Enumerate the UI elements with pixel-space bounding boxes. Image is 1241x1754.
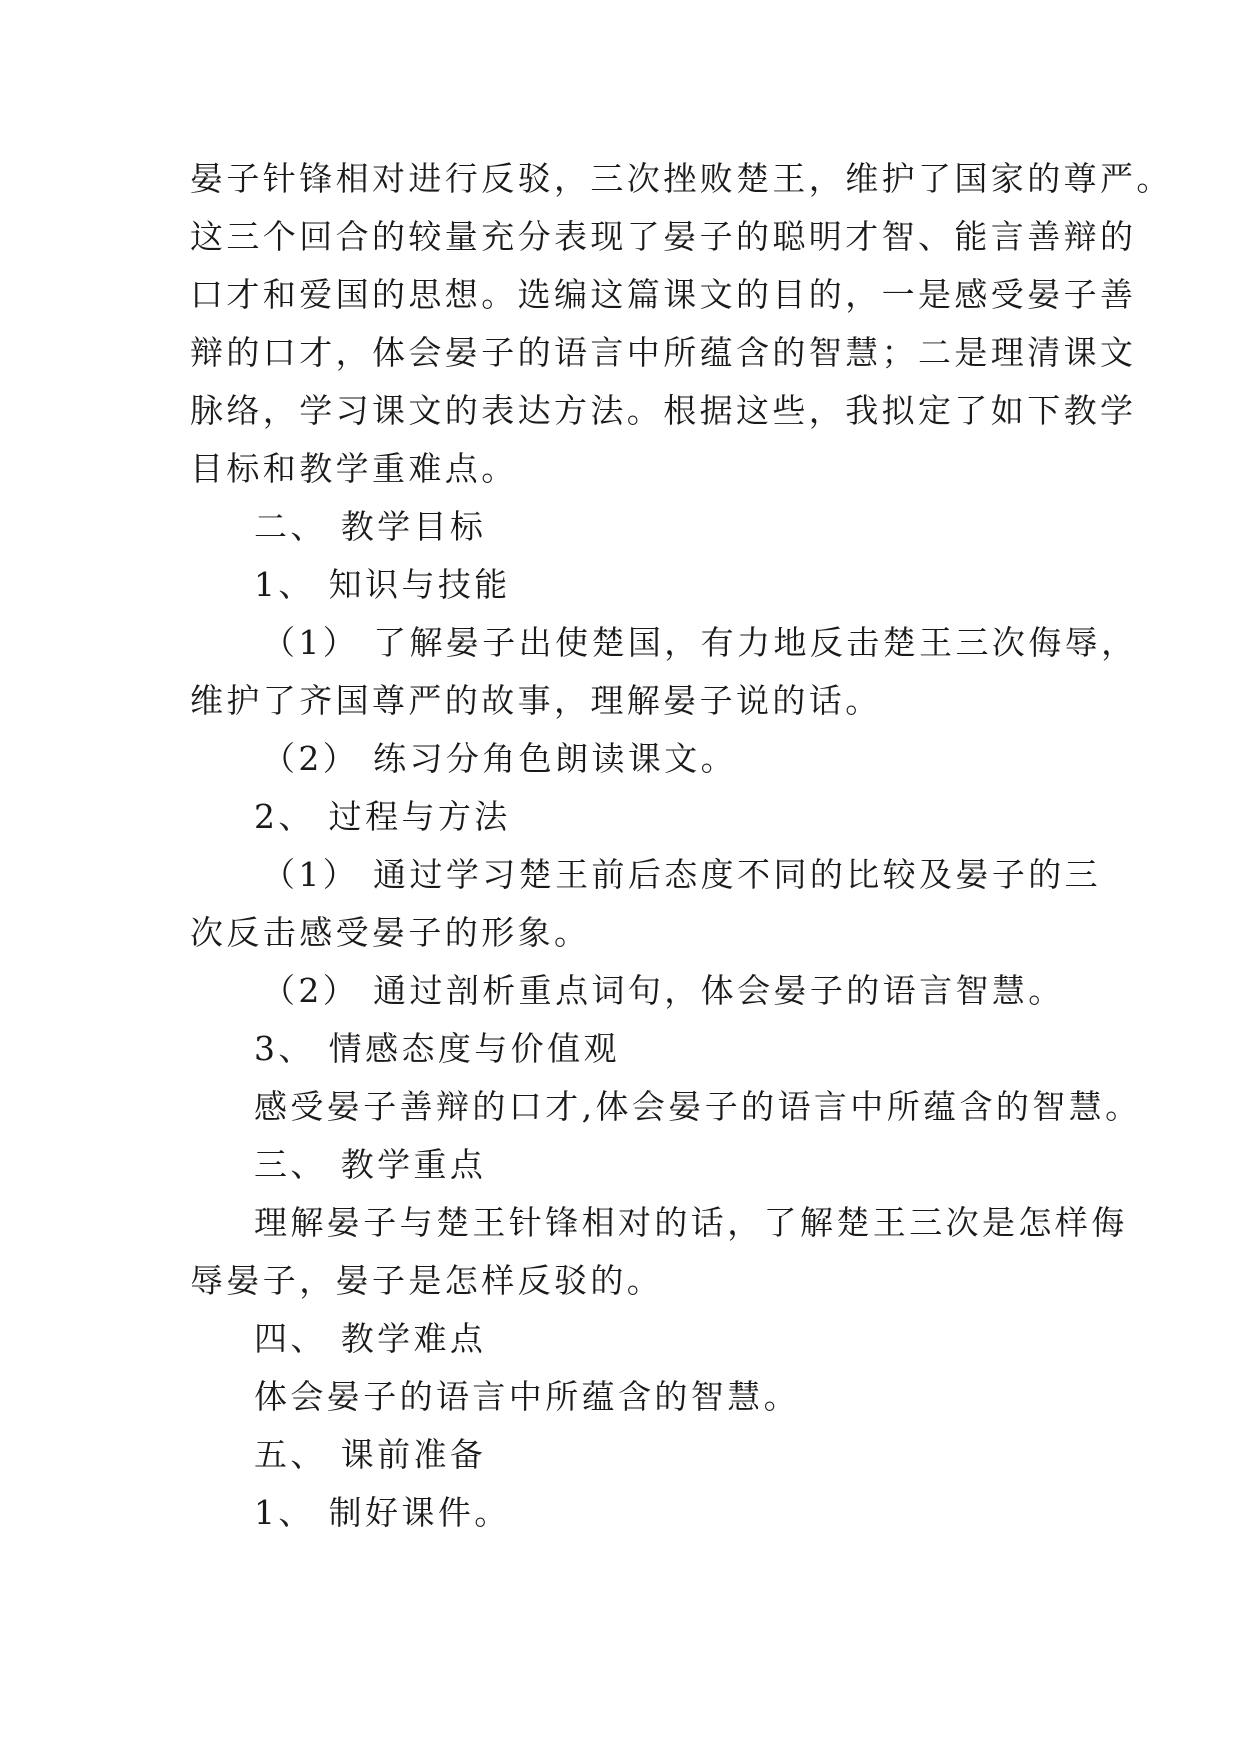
body-text-line: 辱晏子，晏子是怎样反驳的。	[190, 1261, 664, 1300]
body-text-line: 感受晏子善辩的口才,体会晏子的语言中所蕴含的智慧。	[254, 1087, 1142, 1126]
list-item-text: 维护了齐国尊严的故事，理解晏子说的话。	[190, 681, 882, 720]
list-item-text: （1） 通过学习楚王前后态度不同的比较及晏子的三	[262, 855, 1102, 894]
list-item-text: （2） 通过剖析重点词句，体会晏子的语言智慧。	[262, 971, 1065, 1010]
list-item-text: （1） 了解晏子出使楚国，有力地反击楚王三次侮辱，	[262, 623, 1138, 662]
list-item-text: 1、 制好课件。	[254, 1493, 511, 1532]
section-heading-objectives: 二、 教学目标	[254, 507, 487, 546]
body-text-line: 体会晏子的语言中所蕴含的智慧。	[254, 1377, 800, 1416]
body-text-line: 辩的口才，体会晏子的语言中所蕴含的智慧；二是理清课文	[190, 333, 1137, 372]
section-heading-difficulties: 四、 教学难点	[254, 1319, 487, 1358]
section-heading-preparation: 五、 课前准备	[254, 1435, 487, 1474]
section-heading-key-points: 三、 教学重点	[254, 1145, 487, 1184]
body-text-line: 脉络，学习课文的表达方法。根据这些，我拟定了如下教学	[190, 391, 1137, 430]
body-text-line: 目标和教学重难点。	[190, 449, 518, 488]
subheading-process-methods: 2、 过程与方法	[254, 797, 511, 836]
body-text-line: 口才和爱国的思想。选编这篇课文的目的，一是感受晏子善	[190, 275, 1137, 314]
subheading-knowledge-skills: 1、 知识与技能	[254, 565, 511, 604]
body-text-line: 这三个回合的较量充分表现了晏子的聪明才智、能言善辩的	[190, 217, 1137, 256]
subheading-emotion-values: 3、 情感态度与价值观	[254, 1029, 620, 1068]
list-item-text: （2） 练习分角色朗读课文。	[262, 739, 738, 778]
list-item-text: 次反击感受晏子的形象。	[190, 913, 591, 952]
body-text-line: 晏子针锋相对进行反驳，三次挫败楚王，维护了国家的尊严。	[190, 159, 1173, 198]
body-text-line: 理解晏子与楚王针锋相对的话，了解楚王三次是怎样侮	[254, 1203, 1128, 1242]
